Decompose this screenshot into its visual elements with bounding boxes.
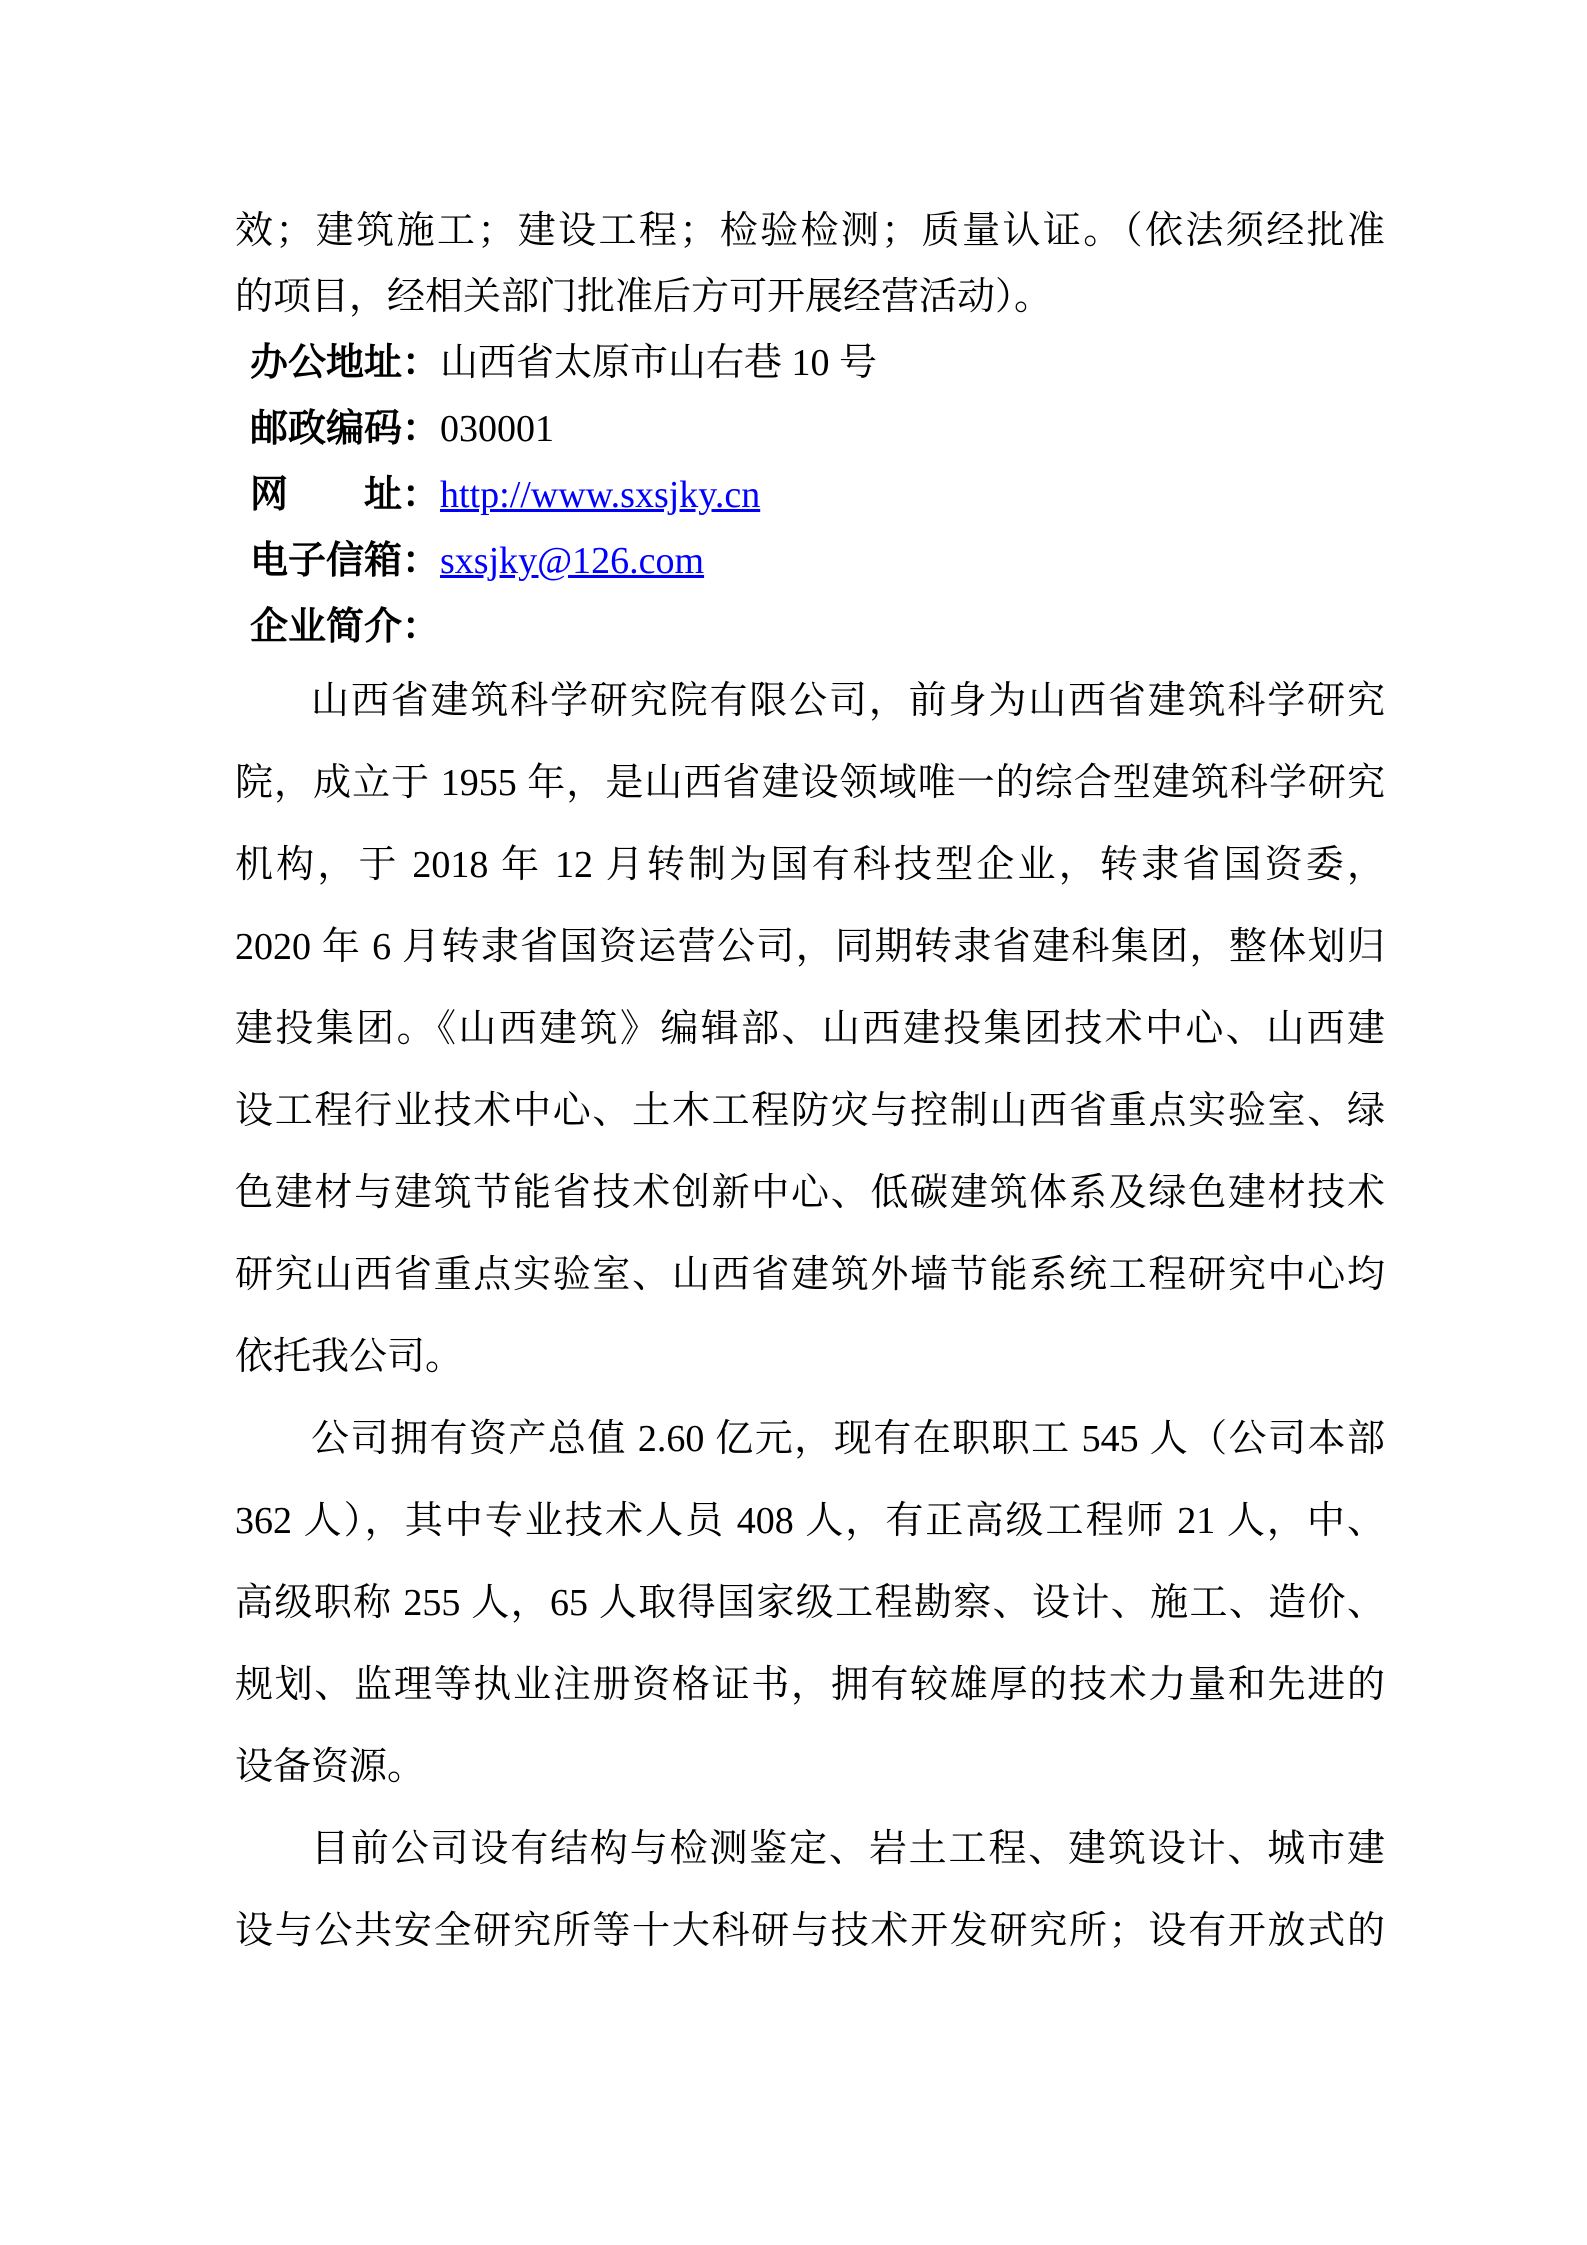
email-link[interactable]: sxsjky@126.com — [440, 540, 705, 582]
website-label: 网 址： — [250, 474, 441, 516]
profile-para3-line: 设与公共安全研究所等十大科研与技术开发研究所；设有开放式的 — [235, 1910, 1385, 1952]
profile-para1-line: 研究山西省重点实验室、山西省建筑外墙节能系统工程研究中心均 — [235, 1254, 1385, 1296]
profile-para1-line: 色建材与建筑节能省技术创新中心、低碳建筑体系及绿色建材技术 — [235, 1172, 1385, 1214]
business-scope-line-1: 效；建筑施工；建设工程；检验检测；质量认证。（依法须经批准 — [235, 210, 1385, 252]
profile-para1-line: 依托我公司。 — [235, 1336, 464, 1378]
profile-para1-line: 院，成立于 1955 年，是山西省建设领域唯一的综合型建筑科学研究 — [235, 762, 1385, 804]
profile-para2-line: 公司拥有资产总值 2.60 亿元，现有在职职工 545 人（公司本部 — [311, 1418, 1385, 1460]
profile-para3-line: 目前公司设有结构与检测鉴定、岩土工程、建筑设计、城市建 — [311, 1828, 1385, 1870]
office-address-label: 办公地址： — [250, 342, 441, 384]
profile-para2-line: 362 人），其中专业技术人员 408 人，有正高级工程师 21 人，中、 — [235, 1500, 1385, 1542]
postal-code-line — [235, 396, 1385, 462]
profile-para1-line: 2020 年 6 月转隶省国资运营公司，同期转隶省建科集团，整体划归 — [235, 926, 1385, 968]
email-line — [235, 528, 1385, 594]
profile-para2-line: 高级职称 255 人，65 人取得国家级工程勘察、设计、施工、造价、 — [235, 1582, 1385, 1624]
postal-code-label: 邮政编码： — [250, 408, 441, 450]
profile-para2-line: 规划、监理等执业注册资格证书，拥有较雄厚的技术力量和先进的 — [235, 1664, 1385, 1706]
email-label: 电子信箱： — [250, 540, 441, 582]
profile-para1-line: 建投集团。《山西建筑》编辑部、山西建投集团技术中心、山西建 — [235, 1008, 1385, 1050]
profile-para1-line: 设工程行业技术中心、土木工程防灾与控制山西省重点实验室、绿 — [235, 1090, 1385, 1132]
profile-para2-line: 设备资源。 — [235, 1746, 426, 1788]
company-profile-heading-label: 企业简介： — [250, 606, 441, 648]
website-line — [235, 462, 1385, 528]
company-profile-heading — [235, 594, 1385, 660]
postal-code-value: 030001 — [440, 408, 555, 450]
website-link[interactable]: http://www.sxsjky.cn — [440, 474, 761, 516]
business-scope-line-2: 的项目，经相关部门批准后方可开展经营活动）。 — [235, 276, 1053, 318]
office-address-value: 山西省太原市山右巷 10 号 — [440, 342, 878, 384]
profile-para1-line: 山西省建筑科学研究院有限公司，前身为山西省建筑科学研究 — [311, 680, 1385, 722]
office-address-line — [235, 330, 1385, 396]
profile-para1-line: 机构，于 2018 年 12 月转制为国有科技型企业，转隶省国资委， — [235, 844, 1385, 886]
